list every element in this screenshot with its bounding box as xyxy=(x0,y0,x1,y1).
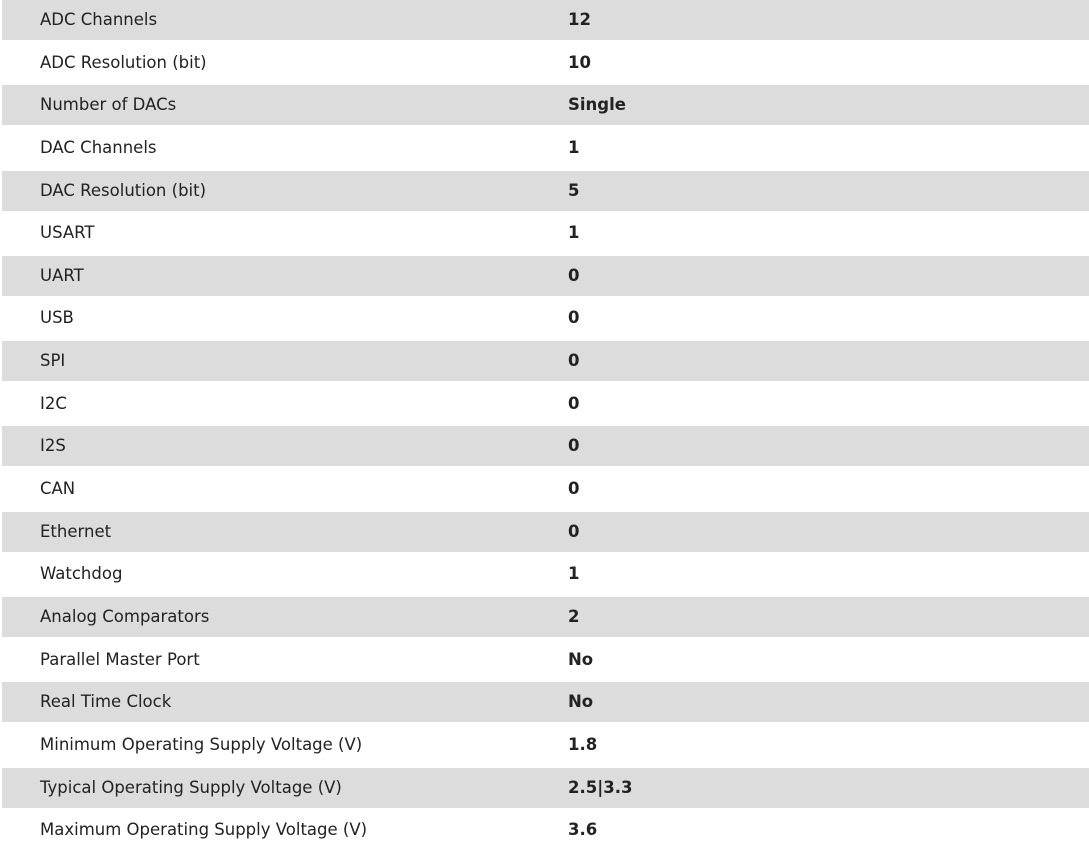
spec-label: ADC Channels xyxy=(40,10,158,29)
spec-row-dac-resolution xyxy=(2,171,1089,211)
spec-label: CAN xyxy=(40,479,76,499)
spec-table xyxy=(2,0,1089,853)
spec-label: Real Time Clock xyxy=(40,692,172,712)
spec-row-analog-comparators xyxy=(2,597,1089,637)
spec-value: No xyxy=(568,649,594,669)
spec-value: 2.5|3.3 xyxy=(568,777,633,797)
spec-row-watchdog xyxy=(2,554,1089,594)
spec-row-ethernet xyxy=(2,512,1089,552)
spec-value: 12 xyxy=(568,10,591,29)
spec-row-uart xyxy=(2,256,1089,296)
spec-value: 0 xyxy=(568,479,580,499)
spec-row-adc-channels xyxy=(2,0,1089,40)
spec-value: 1.8 xyxy=(568,734,598,754)
spec-value: 0 xyxy=(568,308,580,328)
spec-value: 10 xyxy=(568,52,591,72)
spec-value: No xyxy=(568,692,594,712)
spec-label: USB xyxy=(40,308,74,328)
spec-label: UART xyxy=(40,265,84,285)
spec-row-usart xyxy=(2,213,1089,253)
spec-row-adc-resolution xyxy=(2,43,1089,83)
spec-row-i2s xyxy=(2,426,1089,466)
spec-row-parallel-master-port xyxy=(2,640,1089,680)
spec-label: Typical Operating Supply Voltage (V) xyxy=(40,777,342,797)
spec-value: 0 xyxy=(568,351,580,371)
spec-label: DAC Resolution (bit) xyxy=(40,180,207,200)
spec-row-can xyxy=(2,469,1089,509)
spec-value: 5 xyxy=(568,180,580,200)
spec-row-max-supply-voltage xyxy=(2,810,1089,850)
spec-row-min-supply-voltage xyxy=(2,725,1089,765)
spec-row-i2c xyxy=(2,384,1089,424)
spec-label: Minimum Operating Supply Voltage (V) xyxy=(40,734,363,754)
spec-value: 3.6 xyxy=(568,820,598,840)
spec-label: Watchdog xyxy=(40,564,123,584)
spec-row-number-of-dacs xyxy=(2,85,1089,125)
spec-row-typical-supply-voltage xyxy=(2,768,1089,808)
spec-value: 0 xyxy=(568,436,580,456)
spec-value: 0 xyxy=(568,521,580,541)
spec-row-real-time-clock xyxy=(2,682,1089,722)
spec-label: DAC Channels xyxy=(40,137,157,157)
spec-label: Number of DACs xyxy=(40,95,177,115)
spec-label: Ethernet xyxy=(40,521,112,541)
spec-row-usb xyxy=(2,298,1089,338)
spec-label: SPI xyxy=(40,351,66,371)
spec-label: Parallel Master Port xyxy=(40,649,200,669)
spec-label: I2S xyxy=(40,436,66,456)
spec-value: 0 xyxy=(568,265,580,285)
spec-label: USART xyxy=(40,223,95,243)
spec-row-dac-channels xyxy=(2,128,1089,168)
spec-label: ADC Resolution (bit) xyxy=(40,52,207,72)
spec-value: 1 xyxy=(568,564,580,584)
spec-value: 0 xyxy=(568,393,580,413)
spec-label: Maximum Operating Supply Voltage (V) xyxy=(40,820,368,840)
spec-label: Analog Comparators xyxy=(40,606,210,626)
spec-value: 2 xyxy=(568,606,580,626)
spec-label: I2C xyxy=(40,393,67,413)
spec-value: Single xyxy=(568,95,626,115)
spec-value: 1 xyxy=(568,223,580,243)
spec-value: 1 xyxy=(568,137,580,157)
spec-row-spi xyxy=(2,341,1089,381)
